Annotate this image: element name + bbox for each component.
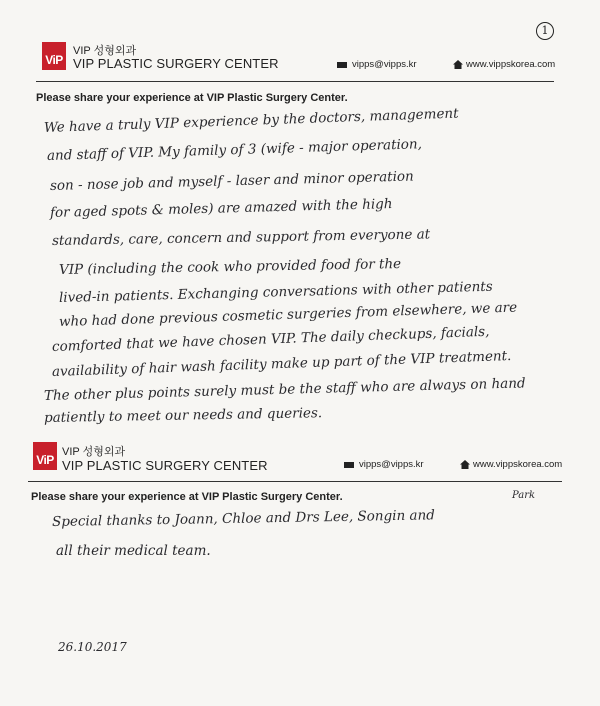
header-divider [36, 81, 554, 82]
brand-name-english: VIP PLASTIC SURGERY CENTER [73, 56, 279, 71]
handwritten-line: and staff of VIP. My family of 3 (wife - major operation, [46, 136, 423, 164]
email-contact [344, 459, 424, 470]
brand-name-english: VIP PLASTIC SURGERY CENTER [62, 458, 268, 473]
handwritten-line: VIP (including the cook who provided food for the [58, 256, 402, 278]
handwritten-date: 26.10.2017 [58, 640, 127, 654]
handwritten-line: all their medical team. [56, 543, 211, 559]
mail-icon [337, 62, 347, 68]
handwritten-line: The other plus points surely must be the staff who are always on hand [43, 375, 526, 404]
brand-name-korean: VIP 성형외과 [62, 446, 126, 458]
home-icon [460, 460, 470, 469]
email-text: vipps@vipps.kr [359, 459, 424, 470]
header-divider [28, 481, 562, 482]
handwritten-line: availability of hair wash facility make up part of the VIP treatment. [51, 347, 512, 380]
email-contact [337, 59, 417, 70]
handwritten-line: patiently to meet our needs and queries. [43, 405, 323, 426]
handwritten-insert: Park [512, 490, 536, 501]
handwritten-line: for aged spots & moles) are amazed with the high [49, 196, 393, 221]
feedback-prompt: Please share your experience at VIP Plastic Surgery Center. [36, 92, 348, 104]
home-icon [453, 60, 463, 69]
vip-logo: ViP [33, 442, 57, 470]
handwritten-line: standards, care, concern and support from everyone at [51, 226, 431, 249]
website-contact [460, 459, 562, 470]
handwritten-line: who had done previous cosmetic surgeries from elsewhere, we are [58, 299, 518, 330]
page-number: 1 [536, 22, 554, 40]
mail-icon [344, 462, 354, 468]
brand-name-korean: VIP 성형외과 [73, 45, 137, 57]
website-text: www.vippskorea.com [466, 59, 556, 70]
vip-logo: ViP [42, 42, 66, 70]
website-text: www.vippskorea.com [473, 459, 563, 470]
email-text: vipps@vipps.kr [352, 59, 417, 70]
handwritten-line: We have a truly VIP experience by the doctors, management [43, 105, 459, 136]
handwritten-line: son - nose job and myself - laser and minor operation [49, 168, 414, 194]
feedback-prompt: Please share your experience at VIP Plastic Surgery Center. [31, 491, 343, 503]
website-contact [453, 59, 555, 70]
handwritten-line: lived-in patients. Exchanging conversations with other patients [58, 278, 493, 306]
handwritten-line: comforted that we have chosen VIP. The daily checkups, facials, [51, 323, 490, 355]
handwritten-line: Special thanks to Joann, Chloe and Drs Lee, Songin and [51, 507, 436, 530]
